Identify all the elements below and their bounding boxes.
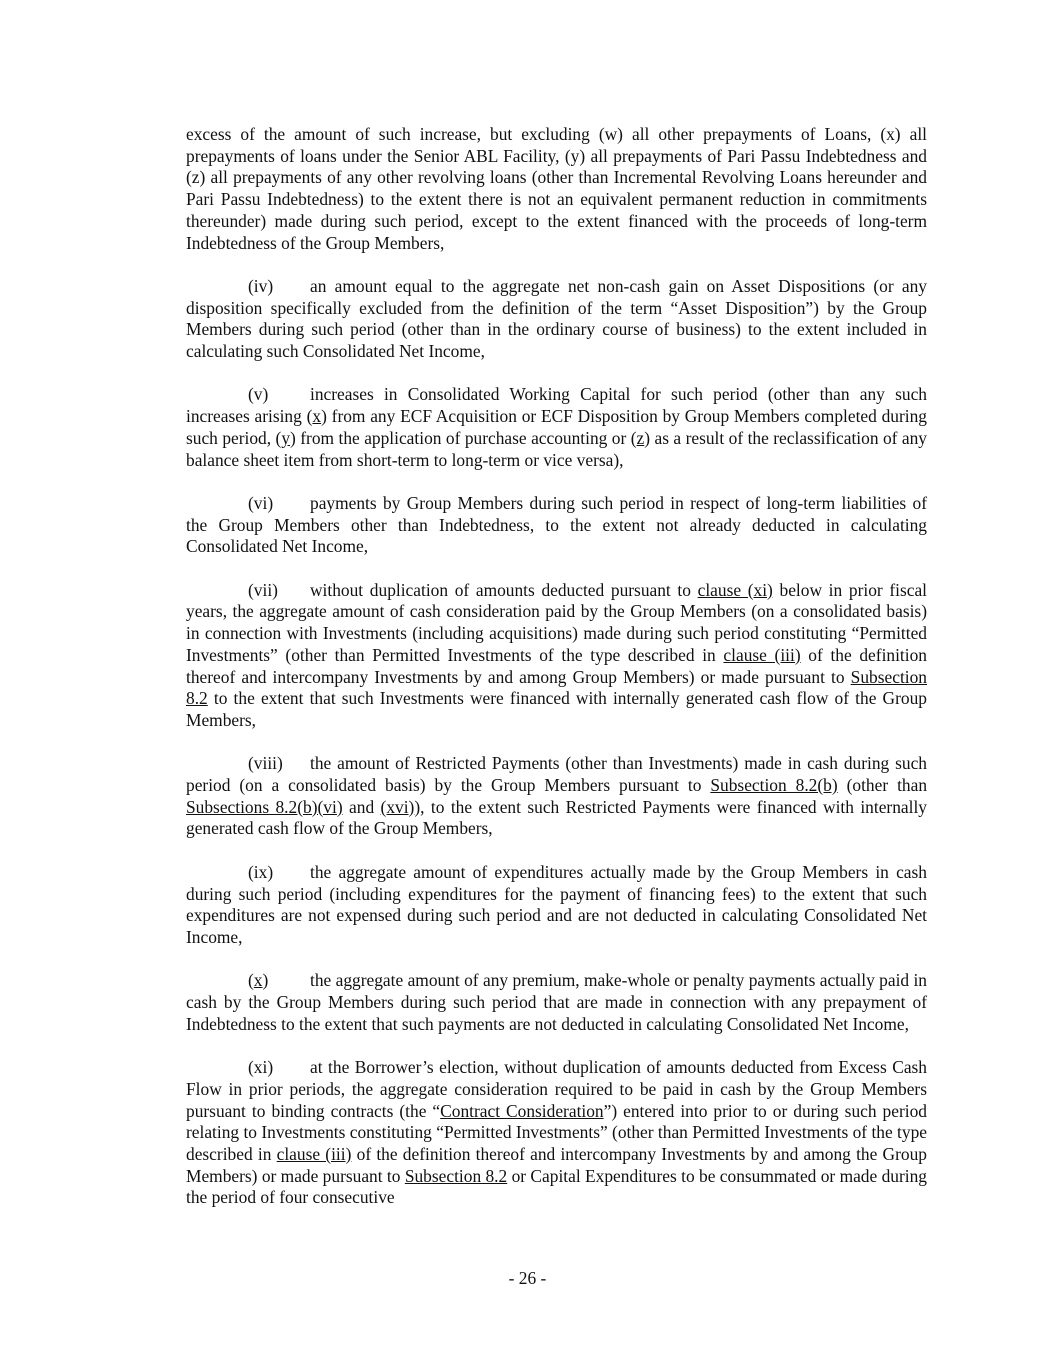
paragraph-text: below in prior fiscal years, the aggregate amount of cash consideration paid by the Group Members (on a consolidated basis) in connection with Investments (including acquisitions) made during such period constituting “Permitted Investments” (other than Permitted Investments of the type described in xyxy=(186,579,927,665)
paragraph-v xyxy=(186,384,927,471)
clause-number: (viii) xyxy=(248,753,283,774)
clause-number: (v) xyxy=(248,384,269,405)
paragraph-ix xyxy=(186,862,927,949)
paragraph-text: the amount of Restricted Payments (other than Investments) made in cash during such period (on a consolidated basis) by the Group Members pursuant to xyxy=(186,753,927,796)
paragraph-text: ”) entered into prior to or during such period relating to Investments constituting “Permitted Investments” (other than Permitted Investments of the type described in xyxy=(186,1100,927,1164)
underlined-reference: Subsection 8.2 xyxy=(404,1165,508,1186)
underlined-reference: (xvi) xyxy=(380,796,415,817)
underlined-reference: Subsections 8.2(b)(vi) xyxy=(186,796,343,817)
underlined-reference: x xyxy=(312,406,322,427)
underlined-defined-term: Contract Consideration xyxy=(440,1100,604,1121)
clause-number: (ix) xyxy=(248,861,274,882)
paragraph-xi xyxy=(186,1057,927,1209)
paragraph-iv xyxy=(186,276,927,363)
clause-number: (xi) xyxy=(248,1057,274,1078)
paragraph-text: to the extent that such Investments were financed with internally generated cash flow of the Group Members, xyxy=(186,688,927,730)
page-number: - 26 - xyxy=(508,1268,547,1288)
paragraph-text: without duplication of amounts deducted pursuant to xyxy=(310,579,698,600)
underlined-reference: y xyxy=(281,427,291,448)
clause-number: (iv) xyxy=(248,275,274,296)
paragraph-text: or Capital Expenditures to be consummated or made during the period of four consecutive xyxy=(186,1165,927,1208)
paragraph-vii xyxy=(186,580,927,732)
paragraph-text: at the Borrower’s election, without duplication of amounts deducted from Excess Cash Flow in prior periods, the aggregate consideration required to be paid in cash by the Group Members pursuant to binding contracts (the “ xyxy=(186,1057,927,1121)
paragraph-x xyxy=(186,970,927,1035)
paragraph-continuation xyxy=(186,124,927,254)
underlined-reference: Subsection 8.2(b) xyxy=(710,775,838,796)
paragraph-text: ) from any ECF Acquisition or ECF Disposition by Group Members completed during such period, ( xyxy=(186,406,927,448)
paragraph-text: and xyxy=(342,796,381,817)
paragraph-text: payments by Group Members during such period in respect of long-term liabilities of the Group Members other than Indebtedness, to the extent not already deducted in calculating Consolidated Net Income, xyxy=(186,492,927,557)
paragraph-text: ) from the application of purchase accounting or ( xyxy=(290,427,637,448)
underlined-reference: z xyxy=(636,427,645,448)
underlined-reference: clause (iii) xyxy=(276,1143,352,1164)
clause-number: (vi) xyxy=(248,492,274,513)
paragraph-viii xyxy=(186,753,927,840)
paragraph-text: increases in Consolidated Working Capital for such period (other than any such increases arising ( xyxy=(186,384,927,427)
paragraph-text: (other than xyxy=(837,775,928,796)
paragraph-text: of the definition thereof and intercompany Investments by and among the Group Members) or made pursuant to xyxy=(186,1143,927,1186)
paragraph-text: ) as a result of the reclassification of any balance sheet item from short-term to long-term or vice versa), xyxy=(186,427,928,470)
paragraph-text: the aggregate amount of any premium, make-whole or penalty payments actually paid in cash by the Group Members during such period that are made in connection with any prepayment of Indebtedness to the extent that such payments are not deducted in calculating Consolidated Net Income, xyxy=(186,970,927,1034)
paragraph-text: excess of the amount of such increase, but excluding (w) all other prepayments of Loans, (x) all prepayments of loans under the Senior ABL Facility, (y) all prepayments of Pari Passu Indebtedness and (z) all prepayments of any other revolving loans (other than Incremental Revolving Loans hereunder and Pari Passu Indebtedness) to the extent there is not an equivalent permanent reduction in commitments thereunder) made during such period, except to the extent financed with the proceeds of long-term Indebtedness of the Group Members, xyxy=(186,124,927,253)
paragraph-vi xyxy=(186,493,927,558)
paragraph-text: the aggregate amount of expenditures actually made by the Group Members in cash during such period (including expenditures for the payment of financing fees) to the extent that such expenditures are not expensed during such period and are not deducted in calculating Consolidated Net Income, xyxy=(186,861,927,947)
clause-number: (x) xyxy=(248,970,269,991)
underlined-reference: clause (iii) xyxy=(723,644,801,665)
underlined-reference: Subsection 8.2 xyxy=(186,666,927,709)
document-page xyxy=(186,124,927,1231)
paragraph-text: ), to the extent such Restricted Payments were financed with internally generated cash flow of the Group Members, xyxy=(186,796,927,839)
paragraph-text: of the definition thereof and intercompany Investments by and among Group Members) or made pursuant to xyxy=(186,644,927,687)
paragraph-text: an amount equal to the aggregate net non-cash gain on Asset Dispositions (or any disposition specifically excluded from the definition of the term “Asset Disposition”) by the Group Members during such period (other than in the ordinary course of business) to the extent included in calculating such Consolidated Net Income, xyxy=(186,275,927,362)
clause-number: (vii) xyxy=(248,579,278,600)
underlined-reference: clause (xi) xyxy=(697,579,773,600)
